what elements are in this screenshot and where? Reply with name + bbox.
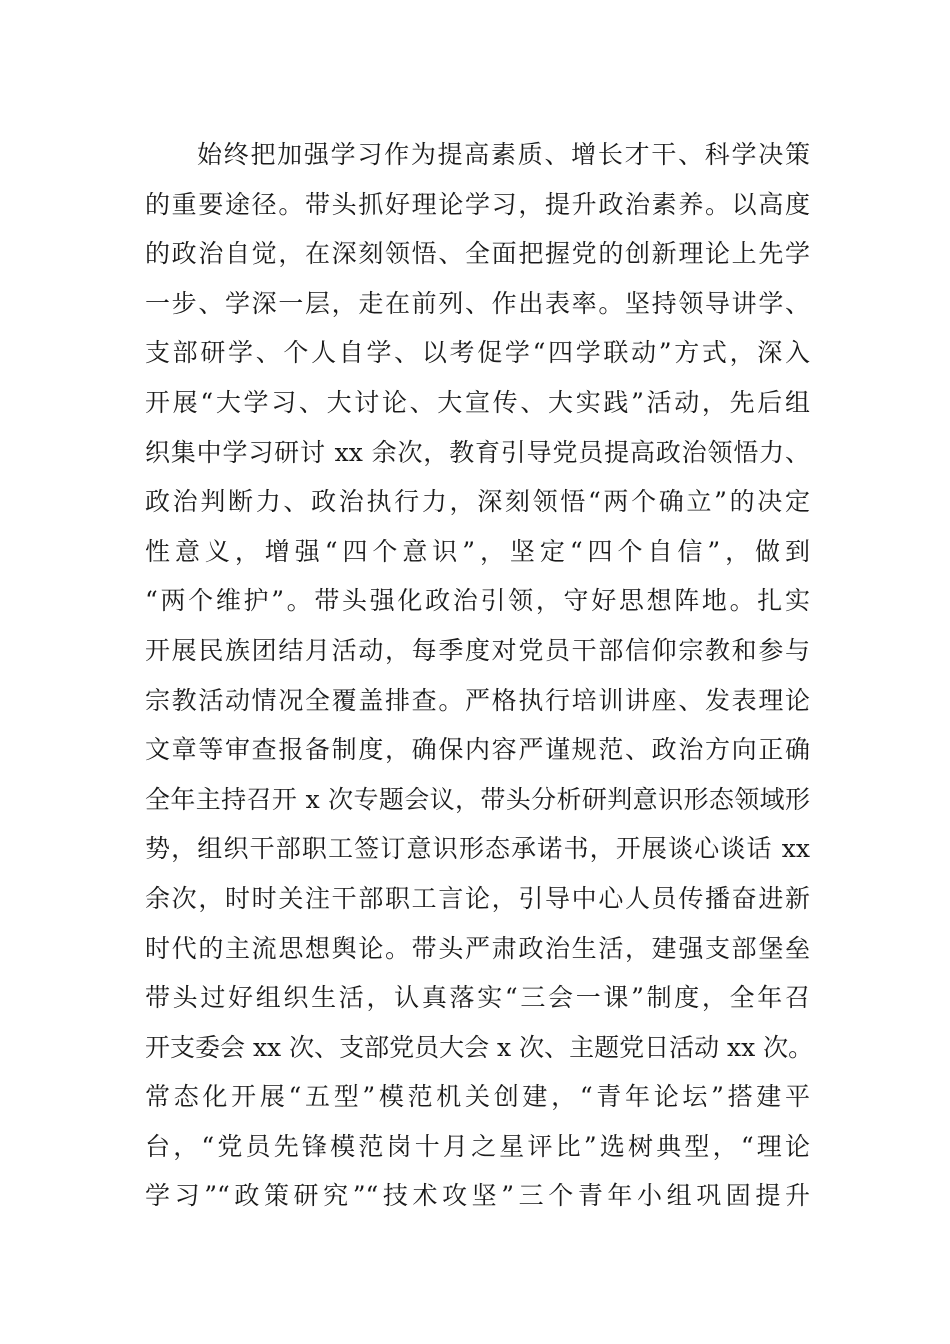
text-line: 常态化开展“五型”模范机关创建，“青年论坛”搭建平: [145, 1082, 810, 1112]
text-line: 开展“大学习、大讨论、大宣传、大实践”活动，先后组: [145, 387, 810, 417]
text-line: 带头过好组织生活，认真落实“三会一课”制度，全年召: [145, 983, 810, 1013]
body-paragraph: [145, 130, 814, 1221]
text-line: 学习”“政策研究”“技术攻坚”三个青年小组巩固提升: [145, 1181, 810, 1211]
text-line: “两个维护”。带头强化政治引领，守好思想阵地。扎实: [145, 586, 810, 616]
text-line: 文章等审查报备制度，确保内容严谨规范、政治方向正确: [145, 735, 810, 765]
text-line: 时代的主流思想舆论。带头严肃政治生活，建强支部堡垒: [145, 933, 810, 963]
text-line: 性意义，增强“四个意识”，坚定“四个自信”，做到: [145, 536, 810, 566]
text-line: 宗教活动情况全覆盖排查。严格执行培训讲座、发表理论: [145, 685, 810, 715]
text-line: 余次，时时关注干部职工言论，引导中心人员传播奋进新: [145, 883, 810, 913]
text-line: 全年主持召开 x 次专题会议，带头分析研判意识形态领域形: [145, 784, 810, 814]
text-line: 的重要途径。带头抓好理论学习，提升政治素养。以高度: [145, 189, 810, 219]
text-line: 的政治自觉，在深刻领悟、全面把握党的创新理论上先学: [145, 239, 810, 269]
text-line: 开支委会 xx 次、支部党员大会 x 次、主题党日活动 xx 次。: [145, 1032, 814, 1062]
text-line: 始终把加强学习作为提高素质、增长才干、科学决策: [197, 140, 810, 169]
text-line: 政治判断力、政治执行力，深刻领悟“两个确立”的决定: [145, 487, 810, 517]
text-line: 台，“党员先锋模范岗十月之星评比”选树典型，“理论: [145, 1131, 810, 1161]
text-line: 势，组织干部职工签订意识形态承诺书，开展谈心谈话 xx: [145, 834, 810, 864]
text-line: 一步、学深一层，走在前列、作出表率。坚持领导讲学、: [145, 288, 810, 318]
text-line: 织集中学习研讨 xx 余次，教育引导党员提高政治领悟力、: [145, 437, 810, 467]
text-line: 开展民族团结月活动，每季度对党员干部信仰宗教和参与: [145, 635, 810, 665]
text-line: 支部研学、个人自学、以考促学“四学联动”方式，深入: [145, 338, 810, 368]
